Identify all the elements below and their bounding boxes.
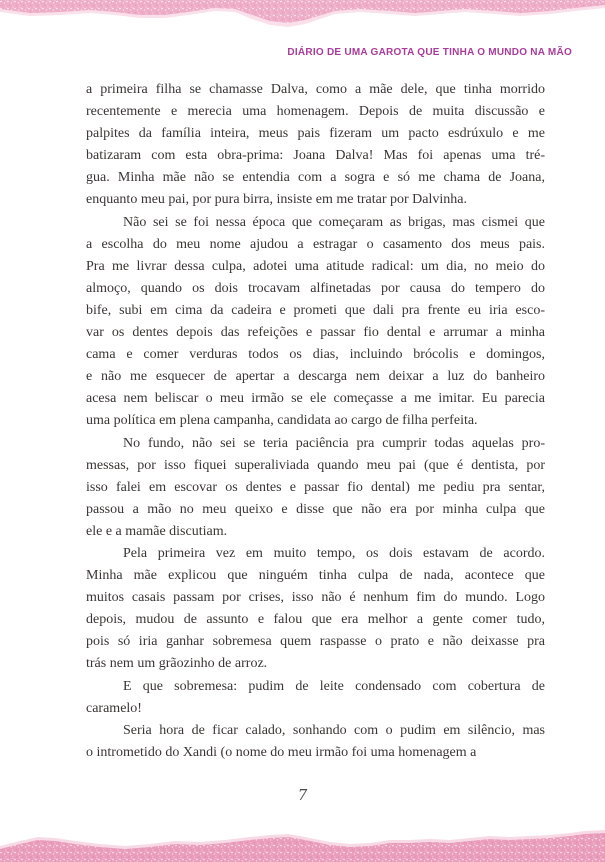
paragraph xyxy=(86,212,545,433)
text-line: pois só iria ganhar sobremesa quem raspasse o prato e não deixasse pra xyxy=(86,634,545,650)
text-line: bife, subi em cima da cadeira e prometi que dali pra frente eu iria esco- xyxy=(86,302,545,318)
paragraph xyxy=(86,79,545,212)
text-line: isso falei em escovar os dentes e passar fio dental) me pediu pra sentar, xyxy=(86,479,545,495)
torn-paper-top xyxy=(0,0,605,36)
text-line: ele e a mamãe discutiam. xyxy=(86,523,228,539)
text-line: almoço, quando os dois trocavam alfinetadas por causa do tempero do xyxy=(86,280,545,296)
paragraph xyxy=(86,720,545,764)
text-line: enquanto meu pai, por pura birra, insiste em me tratar por Dalvinha. xyxy=(86,192,467,208)
text-line: cama e comer verduras todos os dias, incluindo brócolis e domingos, xyxy=(86,347,545,363)
torn-paper-bottom xyxy=(0,816,605,862)
text-line: a escolha do meu nome ajudou a estragar o casamento dos meus pais. xyxy=(86,236,545,252)
text-line: passou a mão no meu queixo e disse que não era por minha culpa que xyxy=(86,501,545,517)
text-line: muitos casais passam por crises, isso não é nenhum fim do mundo. Logo xyxy=(86,590,545,606)
text-line: gua. Minha mãe não se entendia com a sogra e só me chama de Joana, xyxy=(86,170,545,186)
text-line: o intrometido do Xandi (o nome do meu irmão foi uma homenagem a xyxy=(86,744,477,760)
text-line: messas, por isso fiquei superaliviada quando meu pai (que é dentista, por xyxy=(86,457,545,473)
text-line: No fundo, não sei se teria paciência pra cumprir todas aquelas pro- xyxy=(123,435,545,451)
text-line: Pela primeira vez em muito tempo, os dois estavam de acordo. xyxy=(123,545,545,561)
text-line: Não sei se foi nessa época que começaram as brigas, mas cismei que xyxy=(123,214,545,230)
text-line: Seria hora de ficar calado, sonhando com o pudim em silêncio, mas xyxy=(123,722,545,738)
text-line: var os dentes depois das refeições e passar fio dental e arrumar a minha xyxy=(86,325,545,341)
text-line: recentemente e merecia uma homenagem. Depois de muita discussão e xyxy=(86,104,545,120)
text-line: batizaram com esta obra-prima: Joana Dalva! Mas foi apenas uma tré- xyxy=(86,148,545,164)
text-line: Pra me livrar dessa culpa, adotei uma atitude radical: um dia, no meio do xyxy=(86,258,545,274)
text-line: E que sobremesa: pudim de leite condensado com cobertura de xyxy=(123,678,545,694)
text-line: caramelo! xyxy=(86,700,142,716)
body-text xyxy=(86,79,545,764)
text-line: depois, mudou de assunto e falou que era melhor a gente comer tudo, xyxy=(86,612,545,628)
page-number: 7 xyxy=(297,786,308,804)
paragraph xyxy=(86,433,545,543)
text-line: e não me esquecer de apertar a descarga nem deixar a luz do banheiro xyxy=(86,369,545,385)
text-line: Minha mãe explicou que ninguém tinha culpa de nada, acontece que xyxy=(86,568,545,584)
text-line: trás nem um grãozinho de arroz. xyxy=(86,656,268,672)
paragraph xyxy=(86,676,545,720)
text-line: palpites da família inteira, meus pais fizeram um pacto esdrúxulo e me xyxy=(86,126,545,142)
text-line: a primeira filha se chamasse Dalva, como a mãe dele, que tinha morrido xyxy=(86,82,545,97)
running-header: DIÁRIO DE UMA GAROTA QUE TINHA O MUNDO NA MÃO xyxy=(287,47,572,58)
text-line: acesa nem beliscar o meu irmão se ele começasse a me imitar. Eu parecia xyxy=(86,391,545,407)
text-line: uma política em plena campanha, candidata ao cargo de filha perfeita. xyxy=(86,413,478,429)
paragraph xyxy=(86,543,545,676)
